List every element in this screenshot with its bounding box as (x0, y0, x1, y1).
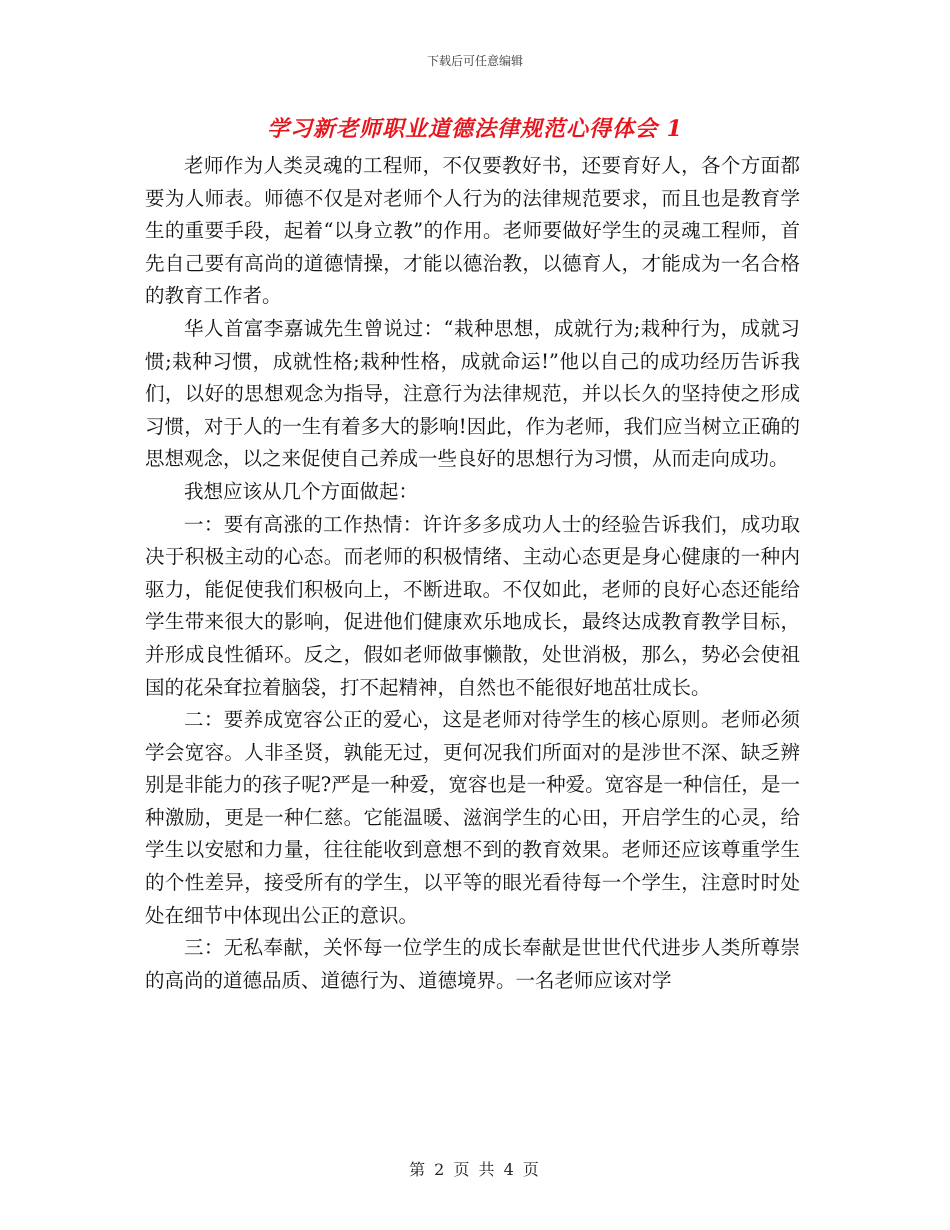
paragraph: 一：要有高涨的工作热情：许许多多成功人士的经验告诉我们，成功取决于积极主动的心态。而老师的积极情绪、主动心态更是身心健康的一种内驱力，能促使我们积极向上，不断进取。不仅如此，老师的良好心态还能给学生带来很大的影响，促进他们健康欢乐地成长，最终达成教育教学目标，并形成良性循环。反之，假如老师做事懒散，处世消极，那么，势必会使祖国的花朵耷拉着脑袋，打不起精神，自然也不能很好地茁壮成长。 (145, 512, 800, 699)
paragraph: 华人首富李嘉诚先生曾说过：“栽种思想，成就行为;栽种行为，成就习惯;栽种习惯，成就性格;栽种性格，成就命运!”他以自己的成功经历告诉我们，以好的思想观念为指导，注意行为法律规范，并以长久的坚持使之形成习惯，对于人的一生有着多大的影响!因此，作为老师，我们应当树立正确的思想观念，以之来促使自己养成一些良好的思想行为习惯，从而走向成功。 (145, 316, 800, 471)
header-note: 下载后可任意编辑 (426, 54, 523, 68)
paragraph: 三：无私奉献，关怀每一位学生的成长奉献是世世代代进步人类所尊崇的高尚的道德品质、道德行为、道德境界。一名老师应该对学 (145, 936, 800, 992)
document-body (145, 150, 800, 997)
paragraph: 我想应该从几个方面做起： (184, 479, 419, 503)
document-title: 学习新老师职业道德法律规范心得体会 1 (267, 116, 683, 142)
page-number-footer: 第 2 页 共 4 页 (409, 1160, 541, 1179)
paragraph: 二：要养成宽容公正的爱心，这是老师对待学生的核心原则。老师必须学会宽容。人非圣贤，孰能无过，更何况我们所面对的是涉世不深、缺乏辨别是非能力的孩子呢?严是一种爱，宽容也是一种爱。宽容是一种信任，是一种激励，更是一种仁慈。它能温暖、滋润学生的心田，开启学生的心灵，给学生以安慰和力量，往往能收到意想不到的教育效果。老师还应该尊重学生的个性差异，接受所有的学生，以平等的眼光看待每一个学生，注意时时处处在细节中体现出公正的意识。 (145, 708, 800, 927)
paragraph: 老师作为人类灵魂的工程师，不仅要教好书，还要育好人，各个方面都要为人师表。师德不仅是对老师个人行为的法律规范要求，而且也是教育学生的重要手段，起着“以身立教”的作用。老师要做好学生的灵魂工程师，首先自己要有高尚的道德情操，才能以德治教，以德育人，才能成为一名合格的教育工作者。 (145, 154, 800, 308)
